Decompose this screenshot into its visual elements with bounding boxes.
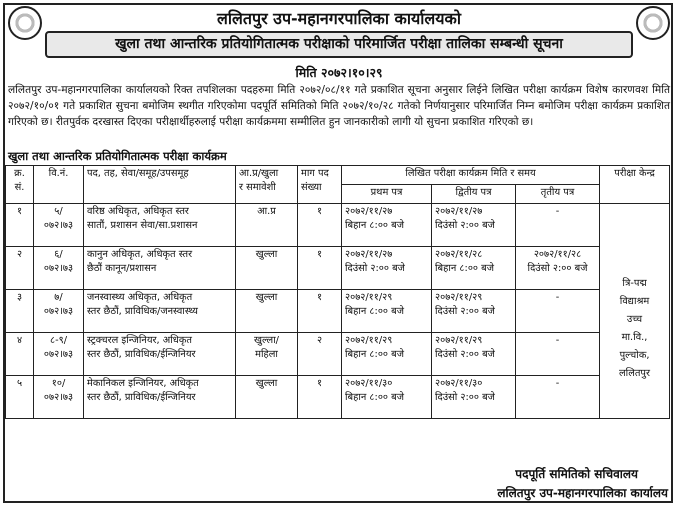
exam-center: त्रि-पद्म विद्याश्रम उच्च मा.वि., पुल्चोक, ललितपुर xyxy=(600,204,670,419)
table-row: ५ १०/ ०७२।७३ मेकानिकल इन्जिनियर, अधिकृत स्तर छैठौं, प्राविधिक/ईन्जिनियर खुल्ला १ २०७२/११/३० बिहान ८:०० बजे २०७२/११/३० दिउंसो २:०० बजे - xyxy=(6,376,670,419)
table-title: खुला तथा आन्तरिक प्रतियोगितात्मक परीक्षा कार्यक्रम xyxy=(8,149,227,163)
notice-title: खुला तथा आन्तरिक प्रतियोगितात्मक परीक्षाको परिमार्जित परीक्षा तालिका सम्बन्धी सूचना xyxy=(45,31,633,58)
office-name: ललितपुर उप-महानगरपालिका कार्यालयको xyxy=(217,9,461,28)
notice-paragraph: ललितपुर उप-महानगरपालिका कार्यालयको रिक्त तपशिलका पदहरुमा मिति २०७२/०८/११ गते प्रकाशित सूचना अनुसार लिईने लिखित परीक्षा कार्यक्रम विशेष कारणवश मिति २०७२/१०/०१ गते प्रकाशित सुचना बमोजिम स्थगीत गरिएकोमा पदपूर्ति समितिको मिति २०७२/१०/२८ गतेको निर्णयानुसार परिमार्जित निम्न बमोजिम परीक्षा कार्यक्रम प्रकाशित गरिएको छ। रीतपुर्वक दरखास्त दिएका परीक्षार्थीहरुलाई परीक्षा कार्यक्रममा सम्मीलित हुन जानकारीको लागी यो सुचना प्रकाशित गरिएको छ। xyxy=(8,84,670,128)
col-post: पद, तह, सेवा/समूह/उपसमूह xyxy=(84,166,236,204)
col-third-paper: तृतीय पत्र xyxy=(516,185,600,204)
footer-secretariat: पदपूर्ति समितिको सचिवालय xyxy=(515,467,638,481)
col-second-paper: द्वितीय पत्र xyxy=(432,185,516,204)
table-row: ३ ७/ ०७२।७३ जनस्वास्थ्य अधिकृत, अधिकृत स्तर छैठौं, प्राविधिक/जनस्वास्थ्य खुल्ला १ २०७२/११/२९ बिहान ८:०० बजे २०७२/११/२९ दिउंसो २:०० बजे - xyxy=(6,290,670,333)
notice-date: मिति २०७२।१०।२९ xyxy=(295,65,383,80)
col-demand: माग पद संख्या xyxy=(298,166,342,204)
table-row: १ ५/ ०७२।७३ वरिष्ठ अधिकृत, अधिकृत स्तर सातौं, प्रशासन सेवा/सा.प्रशासन आ.प्र १ २०७२/११/२७ बिहान ८:०० बजे २०७२/११/२७ दिउंसो २:०० बजे - त्रि-पद्म विद्याश्रम उच्च मा.वि., पुल्चोक, ललितपुर xyxy=(6,204,670,247)
col-written-exam: लिखित परीक्षा कार्यक्रम मिति र समय xyxy=(342,166,600,185)
col-sn: क्र. सं. xyxy=(6,166,34,204)
col-center: परीक्षा केन्द्र xyxy=(600,166,670,204)
col-adv: वि.नं. xyxy=(34,166,84,204)
col-first-paper: प्रथम पत्र xyxy=(342,185,432,204)
col-type: आ.प्र/खुला र समावेशी xyxy=(236,166,298,204)
exam-schedule-table xyxy=(5,165,670,419)
table-row: ४ ८-९/ ०७२।७३ स्ट्रक्चरल इन्जिनियर, अधिकृत स्तर छैठौं, प्राविधिक/ईन्जिनियर खुल्ला/ महिला २ २०७२/११/२९ बिहान ८:०० बजे २०७२/११/२९ दिउंसो २:०० बजे - xyxy=(6,333,670,376)
table-row: २ ६/ ०७२।७३ कानुन अधिकृत, अधिकृत स्तर छैठौं कानून/प्रशासन खुल्ला १ २०७२/११/२७ दिउंसो २:०० बजे २०७२/११/२८ बिहान ८:०० बजे २०७२/११/२८ दिउंसो २:०० बजे xyxy=(6,247,670,290)
footer-office: ललितपुर उप-महानगरपालिका कार्यालय xyxy=(497,486,668,500)
